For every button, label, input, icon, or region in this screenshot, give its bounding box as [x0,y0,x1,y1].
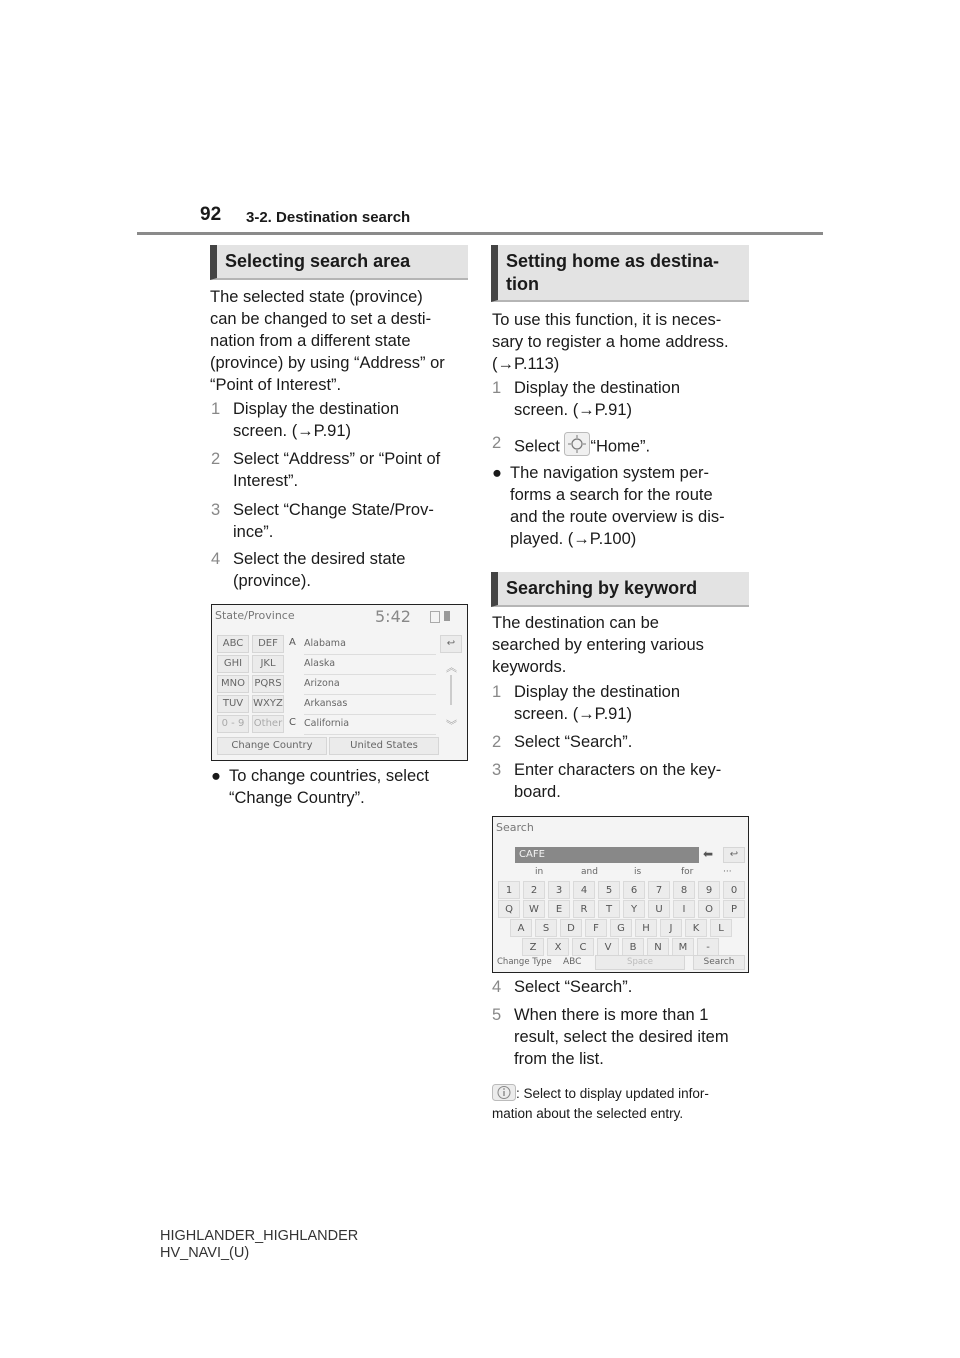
key-v[interactable]: V [597,938,619,956]
letter-a: A [289,637,296,648]
key-p[interactable]: P [723,900,745,918]
right-intro-2: The destination can be searched by entering various keywords. [492,614,704,676]
keyboard-row-qwerty [493,900,748,920]
key-5[interactable]: 5 [598,881,620,899]
page-down-icon[interactable]: ︾ [446,719,457,732]
key-c[interactable]: C [572,938,594,956]
suggestion-in[interactable]: in [535,867,544,877]
left-step-4: 4 Select the desired state (province). [211,550,406,590]
right-step-keyword-1: 1 Display the destination screen. (→P.91) [492,683,681,723]
country-value[interactable]: United States [329,737,439,755]
screen-title: State/Province [215,609,295,622]
key-jkl[interactable]: JKL [252,655,284,673]
key-q[interactable]: Q [498,900,520,918]
key-1[interactable]: 1 [498,881,520,899]
suggestion-row [493,867,750,881]
key-0[interactable]: 0 [723,881,745,899]
status-icon [430,611,440,623]
key-a[interactable]: A [510,919,532,937]
section-title: 3-2. Destination search [246,209,411,226]
key-tuv[interactable]: TUV [217,695,249,713]
heading-text: Selecting search area [225,251,411,271]
key-g[interactable]: G [610,919,632,937]
key-r[interactable]: R [573,900,595,918]
backspace-icon[interactable]: ⬅ [703,847,714,861]
key-d[interactable]: D [560,919,582,937]
right-intro-1: To use this function, it is neces- sary to register a home address. (→P.113) [492,311,729,373]
left-step-3: 3 Select “Change State/Prov- ince”. [211,501,434,541]
search-input[interactable]: CAFE [515,847,699,863]
clock: 5:42 [375,607,411,626]
back-icon[interactable]: ↩ [723,847,745,863]
change-type-button[interactable]: Change Type [497,957,552,967]
key-k[interactable]: K [685,919,707,937]
key-0-9[interactable]: 0 - 9 [217,715,249,733]
key-9[interactable]: 9 [698,881,720,899]
screen-title: Search [496,821,534,834]
state-arkansas[interactable]: Arkansas [304,695,436,715]
key-ghi[interactable]: GHI [217,655,249,673]
page-up-icon[interactable]: ︽ [446,661,457,674]
key-i[interactable]: I [673,900,695,918]
suggestion-and[interactable]: and [581,867,598,877]
key-u[interactable]: U [648,900,670,918]
home-destination-icon [564,432,590,462]
suggestion-for[interactable]: for [681,867,694,877]
key-e[interactable]: E [548,900,570,918]
header-rule [137,232,823,235]
right-bullet: ● The navigation system per- forms a search for the route and the route overview is dis- played. (→P.100) [492,464,725,548]
key-h[interactable]: H [635,919,657,937]
more-suggestions-icon[interactable]: ··· [723,867,732,877]
scrollbar[interactable] [450,675,452,705]
heading-selecting-search-area [210,245,468,280]
key-x[interactable]: X [547,938,569,956]
key-w[interactable]: W [523,900,545,918]
state-alaska[interactable]: Alaska [304,655,436,675]
key-f[interactable]: F [585,919,607,937]
back-icon[interactable]: ↩ [440,635,462,653]
key-4[interactable]: 4 [573,881,595,899]
key-b[interactable]: B [622,938,644,956]
suggestion-is[interactable]: is [634,867,642,877]
key-pqrs[interactable]: PQRS [252,675,284,693]
right-step-1: 1 Display the destination screen. (→P.91) [492,379,681,419]
right-step-keyword-4: 4 Select “Search”. [492,978,633,996]
right-step-keyword-5: 5 When there is more than 1 result, select the desired item from the list. [492,1006,729,1068]
search-keyboard-screenshot [492,816,749,973]
state-alabama[interactable]: Alabama [304,635,436,655]
key-other[interactable]: Other [252,715,284,733]
key-7[interactable]: 7 [648,881,670,899]
key-2[interactable]: 2 [523,881,545,899]
space-key[interactable]: Space [595,955,685,970]
left-intro: The selected state (province) can be changed to set a desti- nation from a different state (province) by using “Address” or “Point of Interest”. [210,288,445,394]
key-n[interactable]: N [647,938,669,956]
key-z[interactable]: Z [522,938,544,956]
change-country-button[interactable]: Change Country [217,737,327,755]
key-s[interactable]: S [535,919,557,937]
right-step-2: 2 Select “Home”. [492,432,650,462]
left-step-1: 1 Display the destination screen. (→P.91) [211,400,400,440]
heading-setting-home: Setting home as destina- tion [491,245,749,302]
state-province-screenshot [211,604,468,761]
key-wxyz[interactable]: WXYZ [252,695,284,713]
key-8[interactable]: 8 [673,881,695,899]
key-mno[interactable]: MNO [217,675,249,693]
search-button[interactable]: Search [693,955,745,970]
battery-icon [444,611,450,621]
keyboard-row-numbers [493,881,748,901]
info-note: : Select to display updated infor- mation about the selected entry. [492,1084,754,1122]
footer-model-code: HIGHLANDER_HIGHLANDER HV_NAVI_(U) [160,1228,359,1261]
key-3[interactable]: 3 [548,881,570,899]
right-step-keyword-3: 3 Enter characters on the key- board. [492,761,722,801]
key-dash[interactable]: - [697,938,719,956]
key-t[interactable]: T [598,900,620,918]
letter-c: C [289,717,296,728]
state-arizona[interactable]: Arizona [304,675,436,695]
key-6[interactable]: 6 [623,881,645,899]
key-o[interactable]: O [698,900,720,918]
key-y[interactable]: Y [623,900,645,918]
keyboard-row-asdf [493,919,748,939]
right-step-keyword-2: 2 Select “Search”. [492,733,633,751]
key-m[interactable]: M [672,938,694,956]
left-step-2: 2 Select “Address” or “Point of Interest”. [211,450,441,490]
info-icon [492,1084,516,1105]
key-l[interactable]: L [710,919,732,937]
state-california[interactable]: California [304,715,436,735]
page-number: 92 [200,204,222,225]
left-bullet: ● To change countries, select “Change Country”. [211,767,429,807]
abc-mode-button[interactable]: ABC [563,957,582,967]
heading-searching-by-keyword: Searching by keyword [491,572,749,607]
key-def[interactable]: DEF [252,635,284,653]
key-abc[interactable]: ABC [217,635,249,653]
key-j[interactable]: J [660,919,682,937]
